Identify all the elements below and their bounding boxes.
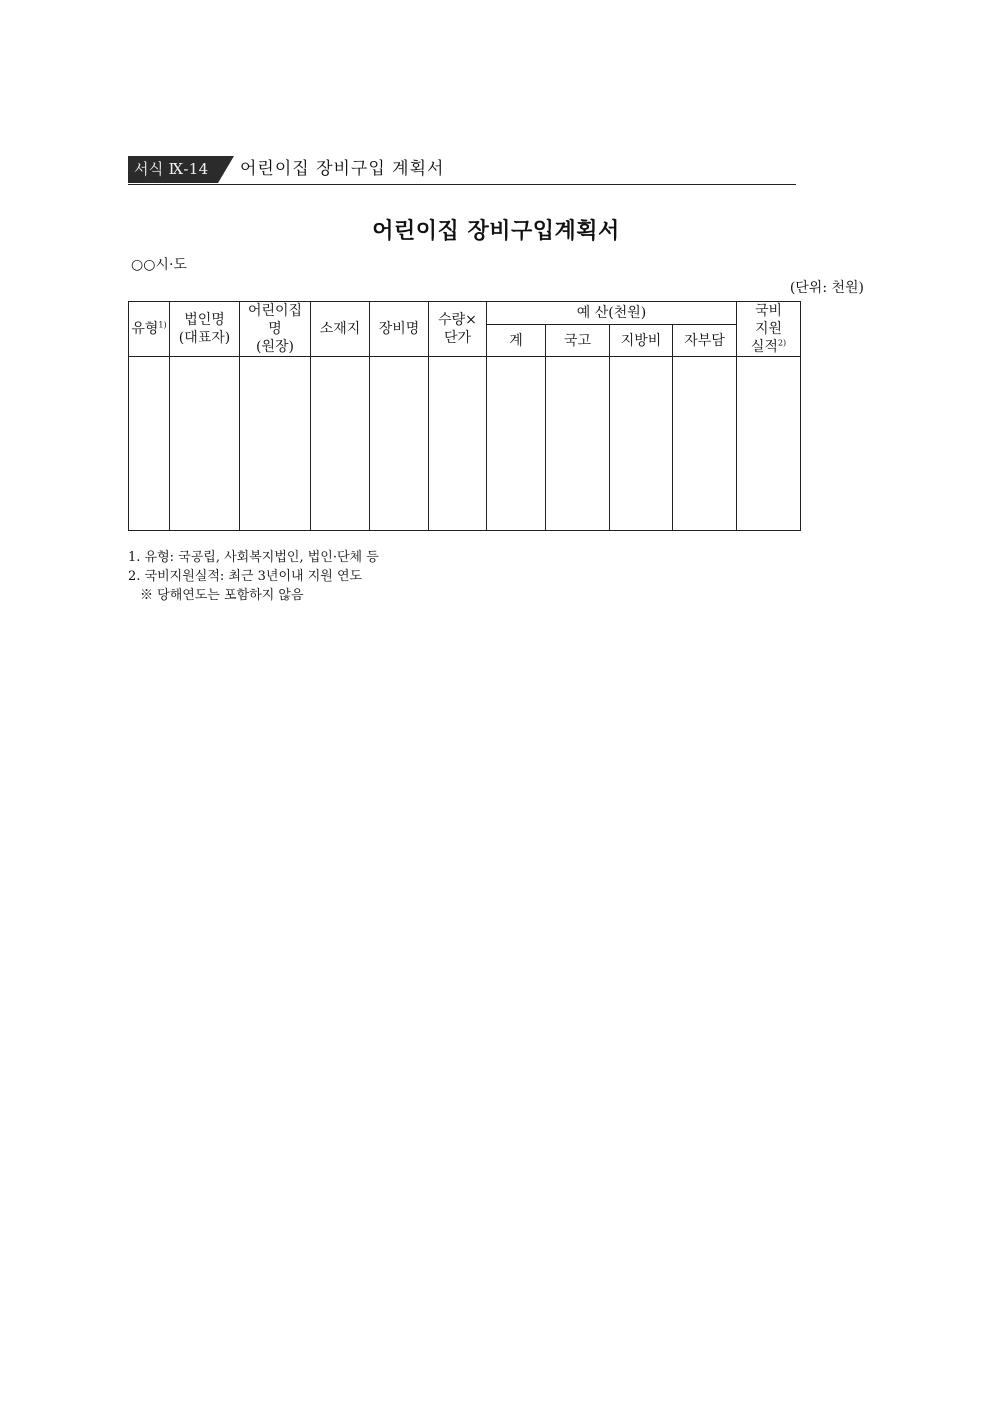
cell-budget-self[interactable]: [673, 357, 737, 531]
cell-quantity[interactable]: [429, 357, 487, 531]
region-label: ○○시·도: [131, 257, 187, 273]
header-type-note: 1): [158, 320, 167, 330]
cell-budget-total[interactable]: [487, 357, 546, 531]
header-center: [240, 302, 311, 357]
form-header-title: 어린이집 장비구입 계획서: [240, 159, 445, 179]
header-center-line3: (원장): [256, 339, 294, 355]
header-support-line2: 지원: [755, 321, 783, 337]
header-budget-local: 지방비: [610, 325, 673, 357]
header-support-line1: 국비: [755, 303, 783, 319]
cell-center[interactable]: [240, 357, 311, 531]
header-corporation: [170, 302, 240, 357]
cell-budget-local[interactable]: [610, 357, 673, 531]
header-support-note: 2): [777, 338, 787, 348]
form-header: [128, 156, 796, 185]
footnotes: [128, 548, 379, 605]
header-national-support: [737, 302, 801, 357]
header-equipment: 장비명: [370, 302, 429, 357]
footnote-remark: ※ 당해연도는 포함하지 않음: [140, 588, 304, 603]
header-type-label: 유형: [131, 321, 159, 337]
cell-budget-national[interactable]: [546, 357, 610, 531]
header-type: [129, 302, 170, 357]
table-row: [129, 357, 801, 531]
cell-national-support[interactable]: [737, 357, 801, 531]
header-center-line1: 어린이집: [247, 303, 303, 319]
cell-corporation[interactable]: [170, 357, 240, 531]
cell-type[interactable]: [129, 357, 170, 531]
header-quantity: [429, 302, 487, 357]
header-quantity-line2: 단가: [443, 330, 472, 346]
header-corporation-line1: 법인명: [184, 312, 225, 328]
form-number-tag: 서식 Ⅸ-14: [128, 156, 218, 183]
cell-equipment[interactable]: [370, 357, 429, 531]
unit-label: (단위: 천원): [789, 280, 864, 296]
header-quantity-line1: 수량×: [438, 312, 477, 328]
cell-location[interactable]: [311, 357, 370, 531]
header-support-line3: 실적: [750, 339, 778, 355]
document-title: 어린이집 장비구입계획서: [372, 219, 620, 244]
header-location: 소재지: [311, 302, 370, 357]
header-budget-national: 국고: [546, 325, 610, 357]
footnote-1: 1. 유형: 국공립, 사회복지법인, 법인·단체 등: [128, 550, 379, 565]
header-corporation-line2: (대표자): [178, 330, 231, 346]
header-budget-total: 계: [487, 325, 546, 357]
header-center-line2: 명: [268, 321, 282, 337]
footnote-2: 2. 국비지원실적: 최근 3년이내 지원 연도: [128, 569, 363, 584]
header-budget: 예 산(천원): [487, 302, 737, 325]
equipment-plan-table: [128, 301, 801, 531]
header-budget-self: 자부담: [673, 325, 737, 357]
